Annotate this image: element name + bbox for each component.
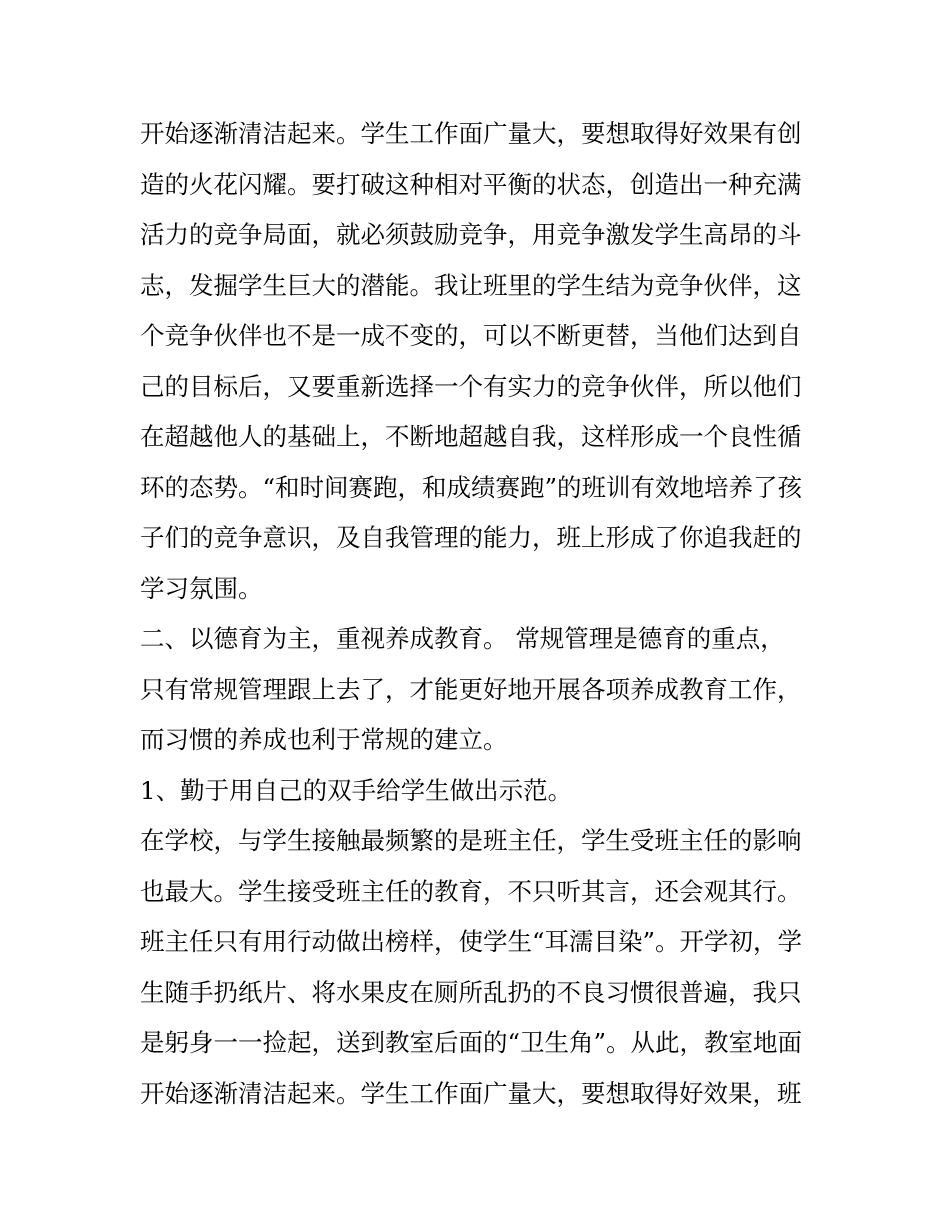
text-line: 造的火花闪耀。要打破这种相对平衡的状态，创造出一种充满 xyxy=(140,169,802,199)
text-line: 己的目标后，又要重新选择一个有实力的竞争伙伴，所以他们 xyxy=(140,371,802,401)
text-line: 开始逐渐清洁起来。学生工作面广量大，要想取得好效果有创 xyxy=(140,119,802,148)
text-line: 学习氛围。 xyxy=(140,573,263,603)
text-line: 是躬身一一捡起，送到教室后面的“卫生角”。从此，教室地面 xyxy=(140,1028,803,1057)
text-line: 环的态势。“和时间赛跑，和成绩赛跑”的班训有效地培养了孩 xyxy=(140,472,803,502)
text-line: 而习惯的养成也利于常规的建立。 xyxy=(140,725,508,754)
text-line: 也最大。学生接受班主任的教育，不只听其言，还会观其行。 xyxy=(140,876,802,906)
text-line: 个竞争伙伴也不是一成不变的，可以不断更替，当他们达到自 xyxy=(140,321,802,350)
text-line: 志，发掘学生巨大的潜能。我让班里的学生结为竞争伙伴，这 xyxy=(140,270,802,300)
section-heading: 二、以德育为主，重视养成教育。 常规管理是德育的重点， xyxy=(140,624,785,653)
text-line: 在超越他人的基础上，不断地超越自我，这样形成一个良性循 xyxy=(140,422,802,451)
text-line: 在学校，与学生接触最频繁的是班主任，学生受班主任的影响 xyxy=(140,826,802,855)
text-line: 只有常规管理跟上去了，才能更好地开展各项养成教育工作， xyxy=(140,674,802,704)
text-line: 开始逐渐清洁起来。学生工作面广量大，要想取得好效果，班 xyxy=(140,1078,802,1108)
text-line: 班主任只有用行动做出榜样，使学生“耳濡目染”。开学初，学 xyxy=(140,927,803,956)
subsection-heading: 1、勤于用自己的双手给学生做出示范。 xyxy=(140,775,573,805)
text-line: 活力的竞争局面，就必须鼓励竞争，用竞争激发学生高昂的斗 xyxy=(140,220,802,249)
text-line: 生随手扔纸片、将水果皮在厕所乱扔的不良习惯很普遍，我只 xyxy=(140,977,802,1007)
text-line: 子们的竞争意识，及自我管理的能力，班上形成了你追我赶的 xyxy=(140,523,802,552)
body-text xyxy=(140,109,820,1119)
